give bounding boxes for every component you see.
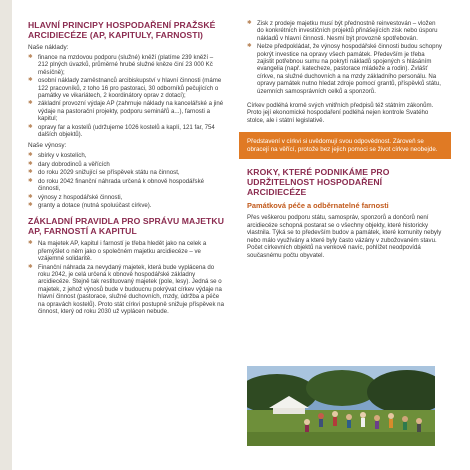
list-item: ✱ osobní náklady zaměstnanců arcibiskupství v hlavní činnosti (máme 122 pracovníků, z toho 16 pro pastoraci, 30 odborníků pečujících o památky ve vikariátech, 2 koordinátory oprav z dotací);: [28, 77, 224, 99]
list-item: ✱ granty a dotace (nutná spoluúčast církve).: [28, 202, 224, 209]
right-column: [247, 20, 443, 259]
costs-label: Naše náklady:: [28, 44, 69, 51]
outdoor-event-photo: [247, 366, 435, 446]
list-item: ✱ do roku 2029 snižující se příspěvek státu na činnost,: [28, 169, 224, 176]
rules-title: ZÁKLADNÍ PRAVIDLA PRO SPRÁVU MAJETKU AP, FARNOSTÍ A KAPITUL: [28, 216, 225, 237]
list-item: ✱ opravy far a kostelů (udržujeme 1026 kostelů a kaplí, 121 far, 754 dalších objektů).: [28, 124, 224, 139]
heritage-paragraph: Přes veškerou podporu státu, samospráv, sponzorů a dončorů není arcidiecéze schopná postarat se o všechny objekty, které historicky vlastnila. Týká se to především budov a památek, které komunity nebyly nebo málo využívány a které byly často vázány v zubožovaném stavu. Počet církevních objektů na venkově navíc, pohlížet neodpovídá současnému počtu obyvatel.: [247, 214, 442, 259]
income-list: [28, 152, 224, 209]
rules-list: [28, 240, 224, 315]
callout-text: Představení v církvi si uvědomují svou odpovědnost. Zároveň se obracejí na věřící, protože bez jejich pomoci se život církve neobejde.: [247, 138, 438, 153]
list-item: ✱ výnosy z hospodářské činnosti,: [28, 194, 224, 201]
top-bullets: [247, 20, 443, 95]
list-item: ✱ do roku 2042 finanční náhrada určená k obnově hospodářské činnosti,: [28, 178, 224, 193]
legislation-paragraph: Církev podléhá kromě svých vnitřních předpisů též státním zákonům. Proto její ekonomické hospodaření podléhá nejen kontrole Svatého stolce, ale i státní legislativě.: [247, 102, 434, 124]
page-edge-band: [0, 0, 12, 470]
income-label: Naše výnosy:: [28, 142, 67, 150]
list-item: ✱ základní provozní výdaje AP (zahrnuje náklady na kancelářské a jiné výdaje na pastorační projekty, podporu seminářů a...), farnosti a kapitul;: [28, 100, 224, 122]
left-column: [28, 20, 224, 316]
steps-title: KROKY, KTERÉ PODNIKÁME PRO UDRŽITELNOST HOSPODAŘENÍ ARCIDIECÉZE: [247, 167, 390, 198]
list-item: ✱ Nelze předpokládat, že výnosy hospodářské činnosti budou schopny pokrýt investice na opravy všech památek. Především je třeba zajistit potřebnou sumu na pokrytí nákladů spojených s hlásáním evangelia (např. katecheze, pastorace mládeže a rodin). Zvlášť církve, na služné duchovních a na mzdy základního personálu. Na opravy památek nutno hledat zdroje pomocí grantů, příspěvků státu, územních samosprávních celků a sponzorů.: [247, 43, 443, 95]
list-item: ✱ Finanční náhrada za nevydaný majetek, která bude vyplácena do roku 2042, je celá určená k obnově hospodářské základny arcidiecéze. Stejně tak restituovaný majetek (pole, lesy). Jedná se o majetek, z jehož výnosů bude v budoucnu pokrývat církev výdaje na hlavní činnost (pastorace, služné duchovních, mzdy, údržba a péče na opravách kostelů). Proto stát církvi postupně snižuje příspěvek na činnost, který od roku 2030 už vyplácen nebude.: [28, 264, 224, 316]
responsibility-callout: [239, 132, 451, 159]
list-item: ✱ Na majetek AP, kapitul i farností je třeba hledět jako na celek a přemýšlet o něm jako o společném majetku arcidiecéze – ve vzájemné solidaritě.: [28, 240, 224, 262]
heritage-subtitle: Památková péče a odběrnatelné farnosti: [247, 201, 389, 211]
list-item: ✱ dary dobrodinců a věřících: [28, 161, 224, 168]
list-item: ✱ Zisk z prodeje majetku musí být přednostně reinvestován – vložen do konkrétních investičních projektů přinášejících zisk nebo úsporu nákladů v hlavní činnosti. Nesmí být provozně spotřebován.: [247, 20, 443, 42]
list-item: ✱ finance na mzdovou podporu (služné) kněží (platíme 239 kněží – 212 plných úvazků, průměrné hrubé služné kněze činí 23 000 Kč měsíčně);: [28, 54, 224, 76]
principles-title: HLAVNÍ PRINCIPY HOSPODAŘENÍ PRAŽSKÉ ARCIDIECÉZE (AP, KAPITULY, FARNOSTI): [28, 20, 216, 40]
costs-list: [28, 54, 224, 138]
list-item: ✱ sbírky v kostelích,: [28, 152, 224, 159]
